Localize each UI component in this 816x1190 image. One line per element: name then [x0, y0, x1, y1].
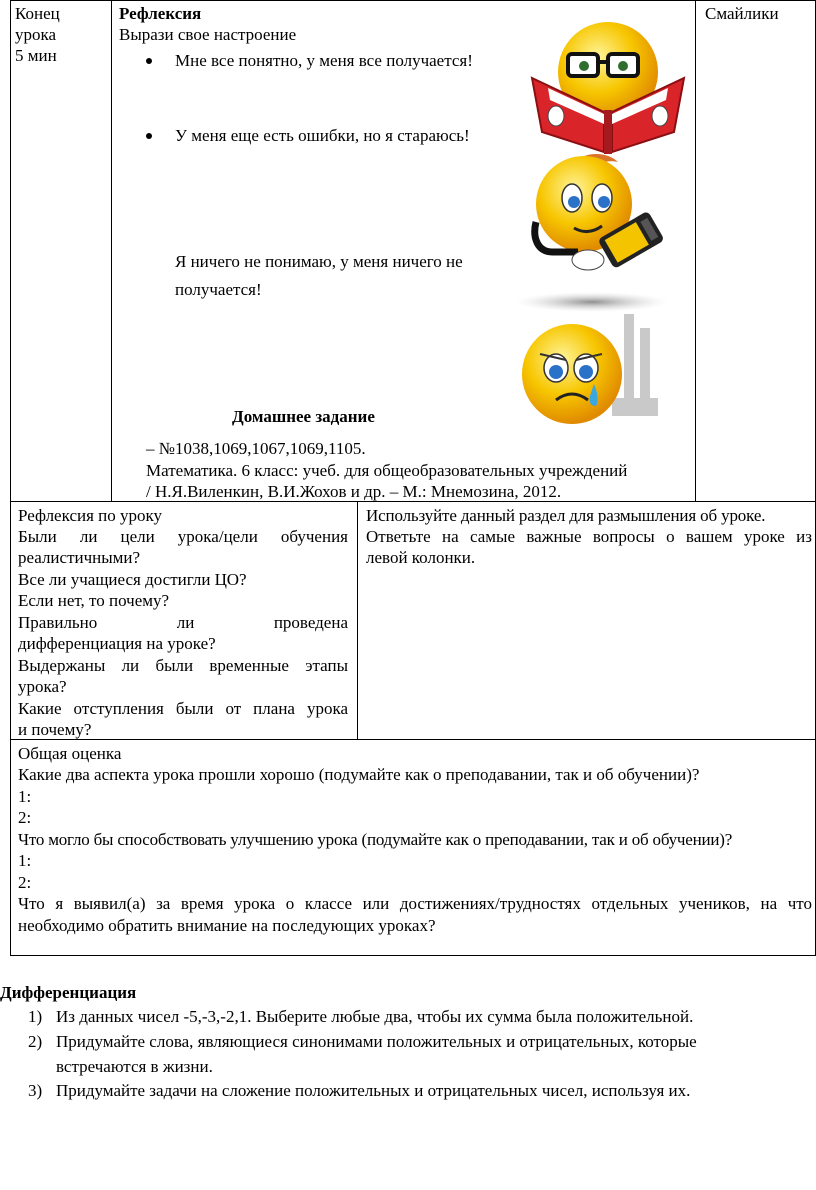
summary-line-2: Какие два аспекта урока прошли хорошо (подумайте как о преподавании, так и об обучении)?	[18, 765, 700, 784]
time-line-3: 5 мин	[15, 46, 57, 65]
summary-line-4: 2:	[18, 808, 32, 827]
mood-option-2: У меня еще есть ошибки, но я стараюсь!	[175, 126, 470, 145]
reflection-left-line-2: Были ли цели урока/цели обучения	[18, 527, 348, 546]
differentiation-item-1-number: 1)	[28, 1007, 43, 1026]
reflection-left-line-6: Правильно ли проведена	[18, 613, 348, 632]
reflection-right-line-1: Используйте данный раздел для размышления об уроке.	[366, 506, 766, 525]
smiley-crying-icon	[512, 288, 692, 428]
summary-line-1: Общая оценка	[18, 744, 122, 763]
reflection-right-line-3: левой колонки.	[366, 548, 476, 567]
bullet-1-icon	[146, 58, 152, 64]
reflection-subtitle: Вырази свое настроение	[119, 25, 297, 44]
differentiation-title: Дифференциация	[0, 983, 137, 1002]
reflection-left-line-3: реалистичными?	[18, 548, 141, 567]
reflection-left-line-11: и почему?	[18, 720, 92, 739]
summary-line-5: Что могло бы способствовать улучшению урока (подумайте как о преподавании, так и об обучении)?	[18, 830, 733, 849]
smiley-phone-icon	[522, 152, 672, 287]
reflection-title: Рефлексия	[119, 4, 202, 23]
reflection-left-line-8: Выдержаны ли были временные этапы	[18, 656, 348, 675]
reflection-left-line-10: Какие отступления были от плана урока	[18, 699, 348, 718]
summary-line-6: 1:	[18, 851, 32, 870]
bullet-2-icon	[146, 133, 152, 139]
differentiation-item-1-text: Из данных чисел -5,-3,-2,1. Выберите любые два, чтобы их сумма была положительной.	[56, 1007, 694, 1026]
reflection-left-line-9: урока?	[18, 677, 67, 696]
reflection-left-line-5: Если нет, то почему?	[18, 591, 170, 610]
summary-line-7: 2:	[18, 873, 32, 892]
homework-line-3: / Н.Я.Виленкин, В.И.Жохов и др. – М.: Мнемозина, 2012.	[146, 482, 562, 501]
mood-option-1: Мне все понятно, у меня все получается!	[175, 51, 473, 70]
mood-option-3-line-1: Я ничего не понимаю, у меня ничего не	[175, 252, 463, 271]
differentiation-item-2-text-2: встречаются в жизни.	[56, 1057, 213, 1076]
reflection-left-line-7: дифференциация на уроке?	[18, 634, 216, 653]
homework-title: Домашнее задание	[232, 407, 375, 426]
summary-line-9: необходимо обратить внимание на последующих уроках?	[18, 916, 436, 935]
resources-header: Смайлики	[705, 4, 779, 23]
reflection-left-line-1: Рефлексия по уроку	[18, 506, 163, 525]
time-cell	[15, 3, 60, 66]
mood-option-3-line-2: получается!	[175, 280, 262, 299]
summary-line-8: Что я выявил(а) за время урока о классе или достижениях/трудностях отдельных учеников, на что	[18, 894, 812, 913]
reflection-right-line-2: Ответьте на самые важные вопросы о вашем уроке из	[366, 527, 812, 546]
table-border-col1	[111, 0, 112, 501]
differentiation-item-3-number: 3)	[28, 1081, 43, 1100]
table-border-reflection-split	[357, 501, 358, 739]
differentiation-item-3-text: Придумайте задачи на сложение положительных и отрицательных чисел, используя их.	[56, 1081, 691, 1100]
time-line-2: урока	[15, 25, 57, 44]
homework-line-1: – №1038,1069,1067,1069,1105.	[146, 439, 366, 458]
time-line-1: Конец	[15, 4, 60, 23]
summary-line-3: 1:	[18, 787, 32, 806]
table-border-row2	[10, 739, 816, 740]
differentiation-item-2-text-1: Придумайте слова, являющиеся синонимами положительных и отрицательных, которые	[56, 1032, 697, 1051]
homework-line-2: Математика. 6 класс: учеб. для общеобразовательных учреждений	[146, 461, 628, 480]
mood-option-3	[175, 248, 463, 304]
table-border-left	[10, 0, 11, 955]
table-border-col3	[695, 0, 696, 501]
smiley-glasses-book-icon	[528, 20, 690, 155]
differentiation-item-2-number: 2)	[28, 1032, 43, 1051]
table-border-bottom	[10, 955, 816, 956]
reflection-left-line-4: Все ли учащиеся достигли ЦО?	[18, 570, 247, 589]
